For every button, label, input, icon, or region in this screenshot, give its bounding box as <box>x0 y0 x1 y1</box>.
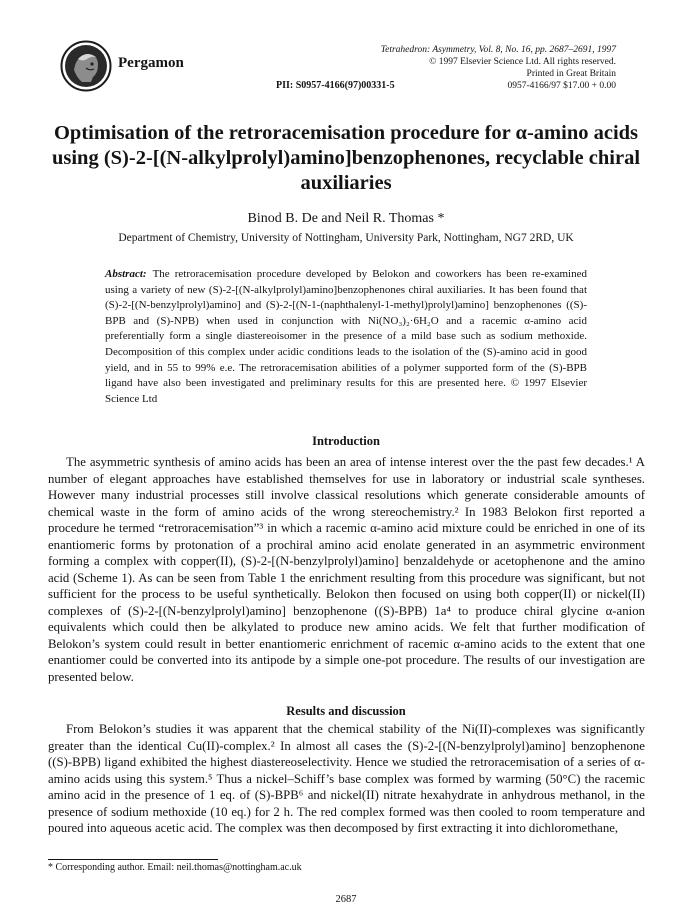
page-number: 2687 <box>335 894 357 905</box>
pii-identifier: PII: S0957-4166(97)00331-5 <box>276 80 395 91</box>
pergamon-logo <box>60 40 112 92</box>
abstract-text: The retroracemisation procedure developed by Belokon and coworkers has been re-examined using a variety of new (S)-2-[(N-alkylprolyl)amino]benzophenones chiral auxiliaries. It has been found that (S)-2-[(N-benzylprolyl)amino] and (S)-2-[(N-1-(naphthalenyl-1-methyl)prolyl)amino] benzophenones ((S)-BPB and (S)-NPB) when used in conjunction with Ni(NO₃)₂·6H₂O and a racemic α-amino acid preferentially form a single diastereoisomer in the presence of a mild base such as sodium methoxide. Decomposition of this complex under acidic conditions leads to the isolation of the (S)-amino acid in good yield, and in 55 to 99% e.e. The retroracemisation abilities of a polymer supported form of the (S)-BPB ligand have also been investigated and preliminary results for this are presented here. © 1997 Elsevier Science Ltd <box>105 268 587 405</box>
abstract-label: Abstract: <box>105 268 147 280</box>
publisher-name: Pergamon <box>118 55 184 71</box>
results-heading: Results and discussion <box>286 704 406 718</box>
corresponding-author-footnote: * Corresponding author. Email: neil.thomas@nottingham.ac.uk <box>48 862 302 873</box>
introduction-heading: Introduction <box>312 434 380 448</box>
copyright-line: © 1997 Elsevier Science Ltd. All rights reserved. <box>429 57 616 67</box>
abstract-block <box>105 267 587 407</box>
issn-price-line: 0957-4166/97 $17.00 + 0.00 <box>507 81 616 91</box>
journal-citation: Tetrahedron: Asymmetry, Vol. 8, No. 16, pp. 2687–2691, 1997 <box>380 45 616 55</box>
footnote-divider <box>48 859 218 860</box>
affiliation: Department of Chemistry, University of Nottingham, University Park, Nottingham, NG7 2RD, UK <box>118 232 574 244</box>
printed-line: Printed in Great Britain <box>526 69 616 79</box>
author-list: Binod B. De and Neil R. Thomas * <box>247 211 445 226</box>
introduction-paragraph: The asymmetric synthesis of amino acids has been an area of intense interest over the the past few decades.¹ A number of elegant approaches have established themselves for use in laboratory or industrial scale syntheses. However many industrial processes still involve classical resolutions which generate considerable amounts of chemical waste in the form of amino acids of the wrong stereochemistry.² In 1983 Belokon first reported a procedure he termed “retroracemisation”³ in which a racemic α-amino acid mixture could be enriched in one of its enantiomeric forms by protonation of a prochiral amino acid enolate generated in an asymmetric environment forming a complex with copper(II), (S)-2-[(N-benzylprolyl)amino] benzaldehyde or acetophenone and the amino acid (Scheme 1). As can be seen from Table 1 the enrichment resulting from this procedure was significant, but not sufficient for the process to be useful synthetically. Belokon then focused on using both copper(II) or nickel(II) complexes of (S)-2-[(N-benzylprolyl)amino] benzophenone ((S)-BPB) 1a⁴ to produce chiral glycine α-anion equivalents which could then be alkylated to produce new amino acids. We felt that further modification of Belokon’s system could result in better enantiomeric enrichment of racemic α-amino acids to the extent that one enantiomer could be converted into its antipode by a simple one-pot procedure. The results of our investigation are presented below. <box>48 455 645 684</box>
article-title: Optimisation of the retroracemisation procedure for α-amino acids using (S)-2-[(N-alkylprolyl)amino]benzophenones, recyclable chiral auxiliaries <box>51 122 641 194</box>
results-paragraph: From Belokon’s studies it was apparent that the chemical stability of the Ni(II)-complexes was significantly greater than the identical Cu(II)-complex.² In almost all cases the (S)-2-[(N-benzylprolyl)amino] benzophenone ((S)-BPB) ligand exhibited the highest diastereoselectivity. Hence we studied the retroracemisation of a series of α-amino acids using this system.⁵ Thus a nickel–Schiff’s base complex was formed by warming (50°C) the racemic amino acid in the presence of 1 eq. of (S)-BPB⁶ and nickel(II) nitrate hexahydrate in anhydrous methanol, in the presence of sodium methoxide (10 eq.) for 2 h. The red complex formed was then cooled to room temperature and poured into aqueous acetic acid. The complex was then decomposed by first extracting it into dichloromethane, <box>48 722 645 835</box>
